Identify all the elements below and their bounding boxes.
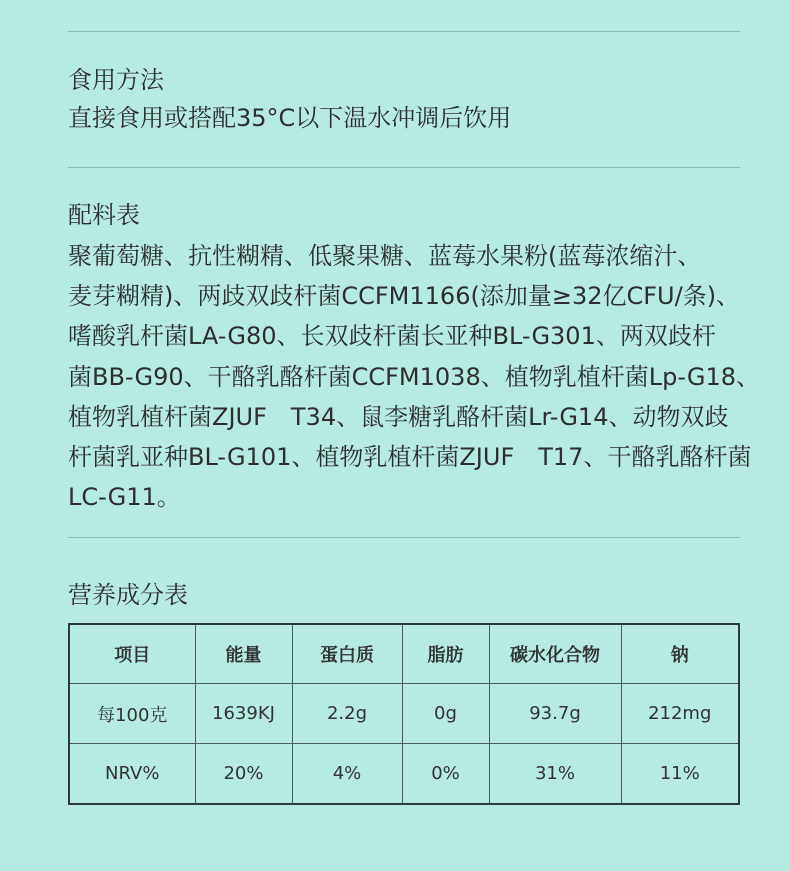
header-fat: 脂肪 bbox=[402, 624, 489, 684]
header-protein: 蛋白质 bbox=[292, 624, 402, 684]
table-cell: 2.2g bbox=[292, 684, 402, 744]
nutrition-table bbox=[68, 623, 740, 805]
ingredients-line: 嗜酸乳杆菌LA-G80、长双歧杆菌长亚种BL-G301、两双歧杆 bbox=[68, 322, 716, 351]
usage-title: 食用方法 bbox=[68, 66, 164, 94]
table-cell: 0% bbox=[402, 744, 489, 805]
ingredients-line: 杆菌乳亚种BL-G101、植物乳植杆菌ZJUF T17、干酪乳酪杆菌 bbox=[68, 443, 752, 472]
usage-text: 直接食用或搭配35°C以下温水冲调后饮用 bbox=[68, 104, 512, 132]
table-row bbox=[69, 684, 739, 744]
ingredients-line: 菌BB-G90、干酪乳酪杆菌CCFM1038、植物乳植杆菌Lp-G18、 bbox=[68, 362, 760, 391]
table-row bbox=[69, 744, 739, 805]
table-cell: 1639KJ bbox=[195, 684, 292, 744]
table-cell: 4% bbox=[292, 744, 402, 805]
table-cell: 31% bbox=[489, 744, 621, 805]
header-energy: 能量 bbox=[195, 624, 292, 684]
table-cell: 每100克 bbox=[69, 684, 195, 744]
ingredients-text bbox=[68, 236, 760, 517]
usage-divider bbox=[68, 167, 740, 168]
nutrition-header-row bbox=[69, 624, 739, 684]
ingredients-line: LC-G11。 bbox=[68, 483, 181, 512]
header-carbohydrate: 碳水化合物 bbox=[489, 624, 621, 684]
nutrition-title: 营养成分表 bbox=[68, 581, 188, 609]
table-cell: 11% bbox=[621, 744, 739, 805]
table-cell: 20% bbox=[195, 744, 292, 805]
table-cell: 0g bbox=[402, 684, 489, 744]
ingredients-line: 植物乳植杆菌ZJUF T34、鼠李糖乳酪杆菌Lr-G14、动物双歧 bbox=[68, 402, 729, 431]
ingredients-line: 聚葡萄糖、抗性糊精、低聚果糖、蓝莓水果粉(蓝莓浓缩汁、 bbox=[68, 242, 702, 270]
top-divider bbox=[68, 31, 740, 32]
header-sodium: 钠 bbox=[621, 624, 739, 684]
table-cell: 212mg bbox=[621, 684, 739, 744]
ingredients-line: 麦芽糊精)、两歧双歧杆菌CCFM1166(添加量≥32亿CFU/条)、 bbox=[68, 282, 741, 311]
table-cell: 93.7g bbox=[489, 684, 621, 744]
ingredients-title: 配料表 bbox=[68, 201, 140, 229]
header-item: 项目 bbox=[69, 624, 195, 684]
table-cell: NRV% bbox=[69, 744, 195, 805]
ingredients-divider bbox=[68, 537, 740, 538]
